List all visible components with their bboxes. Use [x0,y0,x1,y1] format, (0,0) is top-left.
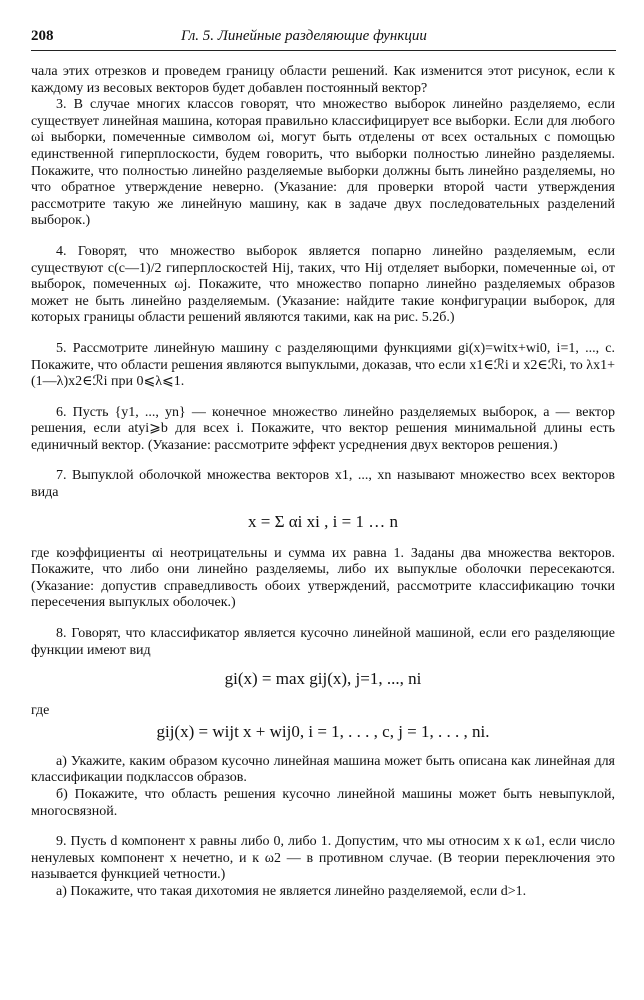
formula-piecewise-max [31,659,615,703]
running-title: Гл. 5. Линейные разделяющие функции [181,28,427,44]
exercise-8: 8. Говорят, что классификатор является кусочно линейной машиной, если его разделяющие функции имеют вид [31,626,615,658]
formula-text: gij(x) = wijt x + wij0, i = 1, . . . , c, j = 1, . . . , ni. [156,721,490,741]
header-rule [31,50,616,51]
formula-text: gi(x) = max gij(x), j=1, ..., ni [224,669,422,689]
exercise-4: 4. Говорят, что множество выборок является попарно линейно разделяемым, если существуют c(c—1)/2 гиперплоскостей Hij, таких, что Hij отделяет выборки, помеченные ωi, от выборок, помеченных ωj. Покажите, что множество попарно линейно разделяемых образов может не быть линейно разделяемым. (Указание: найдите такие конфигурации выборок, для которых границы области решений являются такими, как на рис. 5.2б.) [31,243,615,326]
page-body [31,64,615,901]
where-label: где [31,703,50,719]
exercise-6: 6. Пусть {y1, ..., yn} — конечное множество линейно разделяемых выборок, a — вектор решения, если atyi⩾b для всех i. Покажите, что вектор решения минимальной длины есть единичный вектор. (Указание: рассмотрите эффект усреднения двух векторов решения.) [31,404,615,453]
exercise-9a: а) Покажите, что такая дихотомия не является линейно разделяемой, если d>1. [56,883,527,899]
formula-text: x = Σ αi xi , i = 1 … n [248,511,398,531]
exercise-7-continued: где коэффициенты αi неотрицательны и сумма их равна 1. Заданы два множества векторов. Покажите, что либо они линейно разделяемы, либо их выпуклые оболочки пересекаются. (Указание: допустив справедливость обоих утверждений, рассмотрите классификацию точки пересечения выпуклых оболочек.) [31,545,615,611]
page-header [31,28,616,50]
exercise-7: 7. Выпуклой оболочкой множества векторов x1, ..., xn называют множество всех векторов вида [31,468,615,501]
exercise-8a: а) Укажите, каким образом кусочно линейная машина может быть описана как линейная для классификации подклассов образов. [31,753,615,786]
exercise-8b: б) Покажите, что область решения кусочно линейной машины может быть невыпуклой, многосвязной. [31,787,615,819]
exercise-3: 3. В случае многих классов говорят, что множество выборок линейно разделяемо, если существует линейная машина, которая правильно классифицирует все выборки. Если для любого ωi выборки, помеченные символом ωi, могут быть отделены от всех остальных с помощью единственной гиперплоскости, будем говорить, что выборки полностью линейно разделяемы. Покажите, что полностью линейно разделяемые выборки должны быть линейно разделяемы, но что обратное утверждение неверно. (Указание: для проверки второй части утверждения рассмотрите такую же линейную машину, как в задаче двух последовательных разделений выборок.) [31,97,615,229]
exercise-9: 9. Пусть d компонент x равны либо 0, либо 1. Допустим, что мы относим x к ω1, если число ненулевых компонент x нечетно, и к ω2 — в противном случае. (В теории переключения это называется функцией четности.) [31,834,615,883]
formula-gij [31,720,615,754]
formula-convex-hull [31,502,615,546]
paragraph-continued: чала этих отрезков и проведем границу области решений. Как изменится этот рисунок, если к каждому из весовых векторов будет добавлен постоянный вектор? [31,64,615,96]
exercise-5: 5. Рассмотрите линейную машину с разделяющими функциями gi(x)=witx+wi0, i=1, ..., c. Покажите, что области решения являются выпуклыми, доказав, что если x1∈ℛi и x2∈ℛi, то λx1+(1—λ)x2∈ℛi при 0⩽λ⩽1. [31,340,615,390]
page-number: 208 [31,28,54,44]
